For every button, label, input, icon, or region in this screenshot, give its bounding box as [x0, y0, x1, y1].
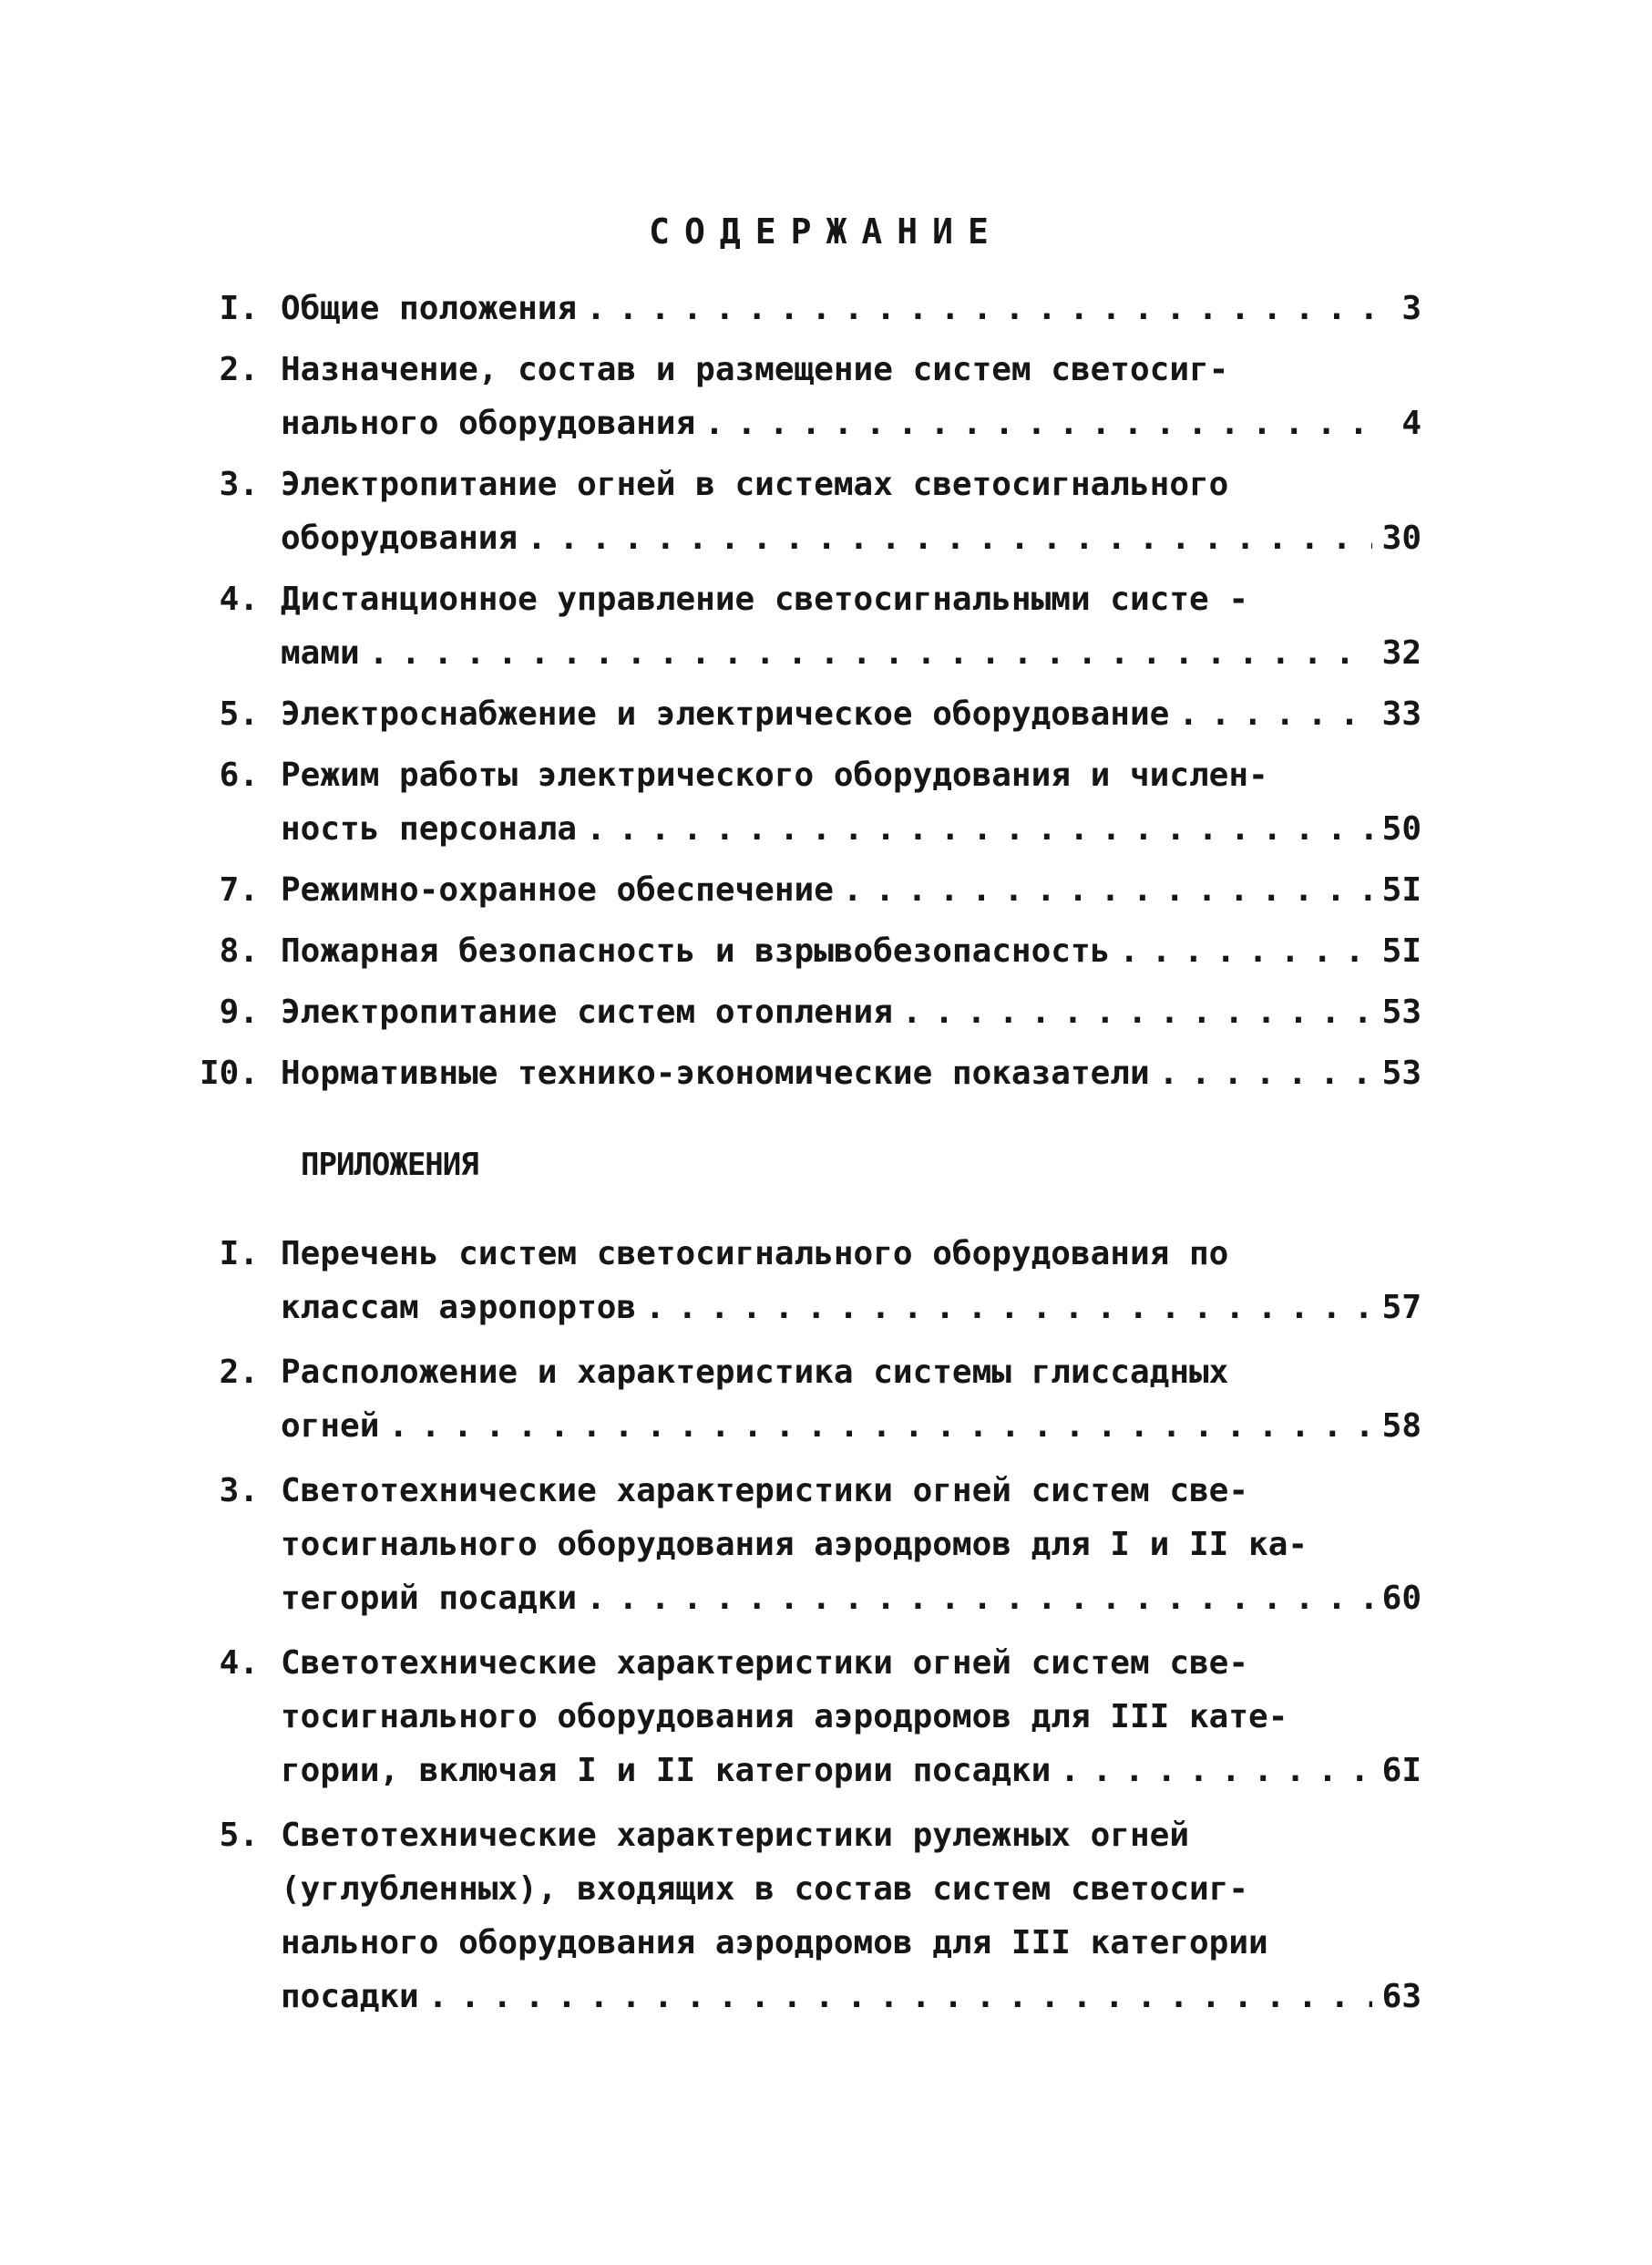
entry-text: оборудования [281, 520, 518, 557]
entry-number: 8. [219, 932, 259, 970]
entry-text: Режим работы электрического оборудования и числен- [281, 757, 1268, 794]
toc-entry [219, 1345, 1421, 1453]
entry-number: 3. [219, 466, 259, 503]
entry-text: тосигнального оборудования аэродромов для III кате- [281, 1698, 1288, 1735]
entry-last-line [273, 687, 1421, 741]
dot-leader [586, 282, 1372, 335]
dot-leader [902, 985, 1372, 1039]
document-title: СОДЕРЖАНИЕ [649, 211, 1003, 252]
entry-text: Электропитание систем отопления [281, 994, 893, 1031]
dot-leader [645, 1281, 1372, 1334]
entry-number: 2. [219, 351, 259, 388]
toc-entry [219, 687, 1421, 741]
toc-entry [219, 343, 1421, 450]
entry-last-line [273, 1970, 1421, 2023]
entry-number: 5. [219, 1817, 259, 1854]
entry-text: Дистанционное управление светосигнальными систе - [281, 581, 1249, 618]
toc-entry [219, 985, 1421, 1039]
toc-entry [199, 1046, 1421, 1100]
page-number: 5I [1381, 932, 1421, 970]
dot-leader [843, 863, 1372, 917]
page-number: 58 [1381, 1407, 1421, 1445]
entry-text: огней [281, 1407, 380, 1445]
page-number: 53 [1381, 1055, 1421, 1092]
page-number: 53 [1381, 994, 1421, 1031]
page-number: 5I [1381, 871, 1421, 909]
entry-last-line [273, 1399, 1421, 1453]
toc-entry [219, 282, 1421, 335]
dot-leader [1119, 924, 1372, 978]
toc-entry [219, 924, 1421, 978]
entry-number: 7. [219, 871, 259, 909]
entry-text: Режимно-охранное обеспечение [281, 871, 834, 909]
appendices-heading: ПРИЛОЖЕНИЯ [301, 1147, 478, 1183]
entry-text: Перечень систем светосигнального оборудования по [281, 1235, 1229, 1272]
entry-last-line [273, 863, 1421, 917]
entry-last-line [273, 1571, 1421, 1625]
dot-leader [388, 1399, 1372, 1453]
dot-leader [428, 1970, 1372, 2023]
entry-last-line [273, 511, 1421, 565]
entry-text: классам аэропортов [281, 1289, 637, 1326]
entry-text: Пожарная безопасность и взрывобезопасность [281, 932, 1111, 970]
toc-entry [219, 458, 1421, 565]
entry-number: 9. [219, 994, 259, 1031]
page-number: 60 [1381, 1580, 1421, 1617]
dot-leader [527, 511, 1372, 565]
entry-text: Назначение, состав и размещение систем светосиг- [281, 351, 1229, 388]
entry-text: Светотехнические характеристики рулежных огней [281, 1817, 1189, 1854]
entry-number: I. [219, 1235, 259, 1272]
entry-text: (углубленных), входящих в состав систем светосиг- [281, 1870, 1249, 1908]
dot-leader [1178, 687, 1372, 741]
entry-number: I. [219, 290, 259, 327]
entry-last-line [273, 1744, 1421, 1797]
dot-leader [586, 802, 1372, 856]
page-number: 32 [1381, 634, 1421, 672]
entry-text: Электроснабжение и электрическое оборудование [281, 695, 1170, 733]
page-number: 4 [1401, 405, 1421, 442]
entry-last-line [273, 985, 1421, 1039]
dot-leader [586, 1571, 1372, 1625]
entry-text: гории, включая I и II категории посадки [281, 1752, 1052, 1789]
entry-text: посадки [281, 1978, 419, 2015]
page-number: 30 [1381, 520, 1421, 557]
dot-leader [1159, 1046, 1372, 1100]
toc-entry [219, 748, 1421, 856]
toc-entry [219, 1464, 1421, 1625]
entry-number: 6. [219, 757, 259, 794]
entry-text: тосигнального оборудования аэродромов для I и II ка- [281, 1526, 1308, 1563]
entry-text: Светотехнические характеристики огней систем све- [281, 1644, 1249, 1682]
entry-text: Общие положения [281, 290, 578, 327]
entry-last-line [273, 626, 1421, 680]
toc-entry [219, 1227, 1421, 1334]
dot-leader [704, 396, 1372, 450]
entry-last-line [273, 1046, 1421, 1100]
dot-leader [1060, 1744, 1372, 1797]
entry-last-line [273, 282, 1421, 335]
entry-last-line [273, 1281, 1421, 1334]
entry-text: тегорий посадки [281, 1580, 578, 1617]
toc-entry [219, 863, 1421, 917]
entry-text: ность персонала [281, 810, 578, 848]
entry-last-line [273, 924, 1421, 978]
table-of-contents [199, 282, 1421, 1100]
entry-last-line [273, 396, 1421, 450]
entry-text: Нормативные технико-экономические показатели [281, 1055, 1150, 1092]
entry-number: 2. [219, 1354, 259, 1391]
entry-text: Светотехнические характеристики огней систем све- [281, 1472, 1249, 1509]
entry-text: нального оборудования аэродромов для III категории [281, 1924, 1268, 1961]
entry-text: Электропитание огней в системах светосигнального [281, 466, 1229, 503]
page-number: 6I [1381, 1752, 1421, 1789]
entry-number: 3. [219, 1472, 259, 1509]
entry-number: 4. [219, 1644, 259, 1682]
entry-text: мами [281, 634, 360, 672]
entry-number: 4. [219, 581, 259, 618]
dot-leader [369, 626, 1372, 680]
page-number: 33 [1381, 695, 1421, 733]
appendices-list [219, 1227, 1421, 2023]
entry-number: I0. [199, 1055, 259, 1092]
toc-entry [219, 1636, 1421, 1797]
page-number: 57 [1381, 1289, 1421, 1326]
toc-entry [219, 572, 1421, 680]
toc-entry [219, 1808, 1421, 2023]
page-number: 3 [1401, 290, 1421, 327]
entry-last-line [273, 802, 1421, 856]
page-number: 50 [1381, 810, 1421, 848]
entry-text: нального оборудования [281, 405, 696, 442]
entry-number: 5. [219, 695, 259, 733]
entry-text: Расположение и характеристика системы глиссадных [281, 1354, 1229, 1391]
page-number: 63 [1381, 1978, 1421, 2015]
